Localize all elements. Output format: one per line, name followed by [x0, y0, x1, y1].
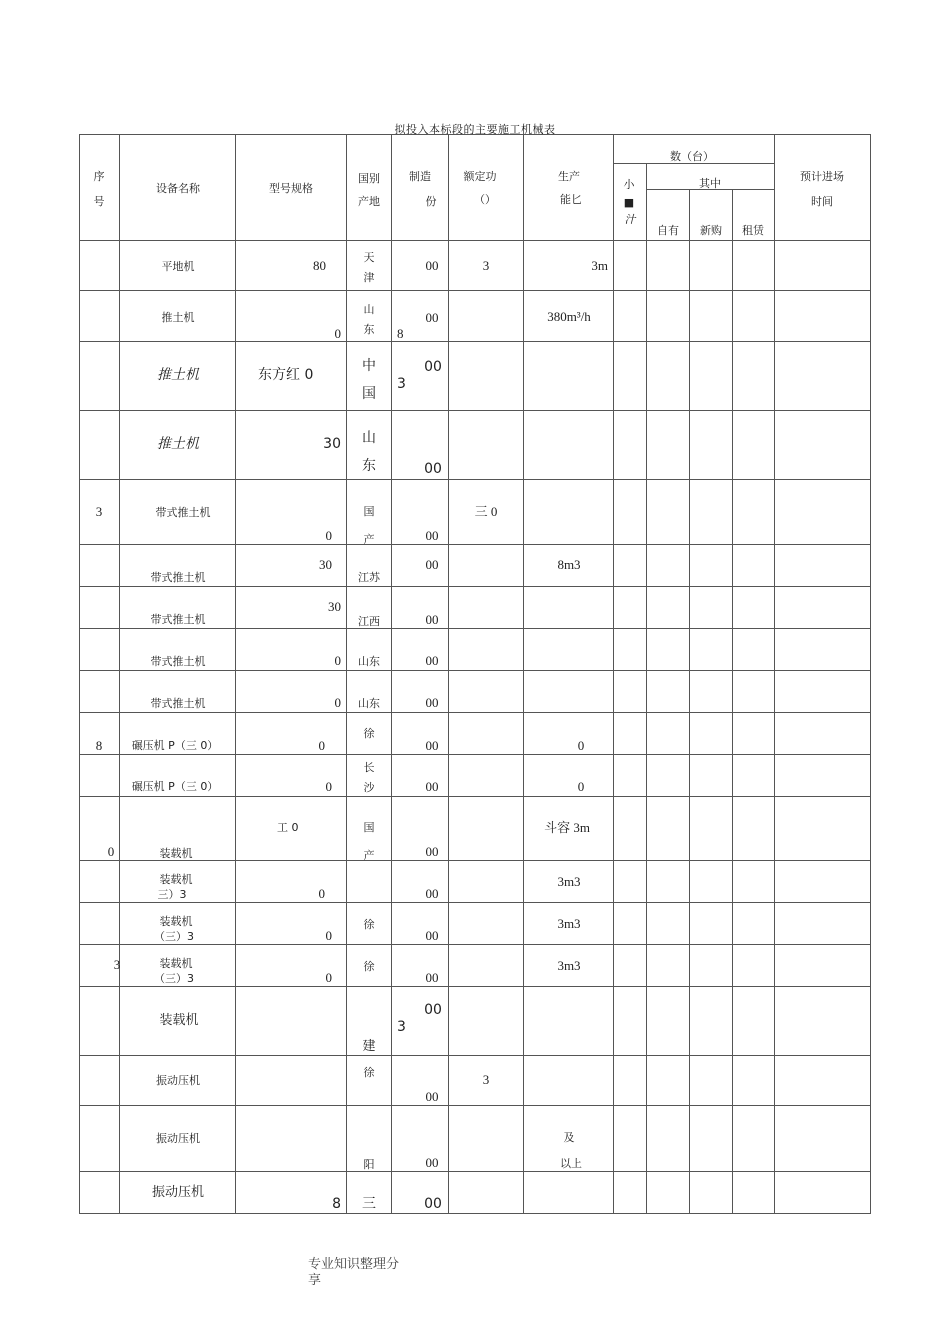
header-seq-2: 号 [93, 195, 105, 208]
row-7-origin: 山东 [358, 655, 380, 668]
row-17-capacity-1: 及 [563, 1131, 575, 1144]
row-6-model: 30 [328, 599, 341, 614]
row-9-seq: 8 [95, 738, 103, 753]
row-2-name: 推土机 [157, 367, 199, 383]
row-13-name-2: （三）3 [154, 930, 194, 943]
row-18-model: 8 [332, 1196, 341, 1212]
row-9-made: 00 [425, 738, 439, 753]
row-10-capacity: 0 [577, 779, 585, 794]
row-8-name: 带式推土机 [150, 697, 206, 710]
page-title: 拟投入本标段的主要施工机械表 [394, 123, 556, 136]
row-1-made: 00 [425, 310, 439, 325]
header-among: 其中 [699, 177, 721, 190]
row-0-name: 平地机 [161, 260, 195, 273]
row-8-made: 00 [425, 695, 439, 710]
row-11-model: 工 0 [277, 821, 299, 834]
row-14-capacity: 3m3 [557, 958, 581, 973]
row-17-made: 00 [425, 1155, 439, 1170]
row-16-origin: 徐 [363, 1066, 375, 1079]
row-15-made: 00 [424, 1002, 442, 1018]
row-13-model: 0 [325, 928, 332, 943]
row-11-capacity: 斗容 3m [544, 820, 590, 835]
row-0-capacity: 3m [591, 258, 608, 273]
row-7-made: 00 [425, 653, 439, 668]
row-11-made: 00 [425, 844, 439, 859]
row-14-model: 0 [325, 970, 332, 985]
row-3-model: 30 [323, 436, 341, 452]
row-11-origin: 国产 [363, 821, 375, 862]
header-origin-2: 产地 [358, 195, 380, 208]
header-name: 设备名称 [156, 182, 200, 195]
header-subtotal-2: ■ [623, 196, 635, 209]
row-5-capacity: 8m3 [557, 557, 581, 572]
row-17-capacity-2: 以上 [560, 1157, 582, 1170]
row-0-origin: 天津 [363, 251, 375, 284]
row-10-name: 碾压机 P（三 0） [131, 780, 219, 793]
row-0-model: 80 [313, 258, 326, 273]
header-subtotal-1: 小 [623, 178, 635, 191]
row-9-name: 碾压机 P（三 0） [131, 739, 219, 752]
row-15-name: 装载机 [159, 1013, 199, 1028]
header-capacity-1: 生产 [558, 170, 580, 183]
row-6-made: 00 [425, 612, 439, 627]
row-2-made-b: 3 [397, 376, 406, 392]
header-schedule-1: 预计进场 [800, 170, 844, 183]
header-subtotal-3: 汁 [624, 213, 636, 226]
row-4-power: 三 0 [474, 504, 498, 519]
row-15-made-b: 3 [397, 1019, 406, 1035]
row-9-capacity: 0 [577, 738, 585, 753]
row-14-origin: 徐 [363, 960, 375, 973]
row-14-name-2: （三）3 [154, 972, 194, 985]
row-10-origin: 长沙 [363, 761, 375, 794]
row-6-name: 带式推土机 [150, 613, 206, 626]
header-qty: 数（台） [670, 150, 714, 163]
row-7-name: 带式推土机 [150, 655, 206, 668]
row-4-origin: 国产 [363, 505, 375, 546]
header-own: 自有 [657, 224, 679, 237]
row-4-name: 带式推土机 [155, 506, 211, 519]
header-schedule-2: 时间 [811, 195, 833, 208]
header-origin-1: 国别 [358, 172, 380, 185]
row-14-seq: 3 [113, 957, 121, 972]
header-rent: 租赁 [742, 224, 764, 237]
row-18-made: 00 [424, 1196, 442, 1212]
header-seq-1: 序 [93, 170, 105, 183]
row-12-made: 00 [425, 886, 439, 901]
row-4-model: 0 [325, 528, 332, 543]
row-17-name: 振动压机 [156, 1132, 200, 1145]
row-5-model: 30 [319, 557, 332, 572]
row-8-origin: 山东 [358, 697, 380, 710]
row-1-model: 0 [334, 326, 341, 341]
row-1-capacity: 380m³/h [547, 309, 591, 324]
row-10-model: 0 [325, 779, 332, 794]
row-9-origin: 徐 [363, 727, 375, 740]
header-power-1: 额定功 [463, 170, 497, 183]
row-18-origin: 三 [362, 1196, 376, 1212]
row-17-origin: 阳 [363, 1158, 375, 1171]
row-16-name: 振动压机 [156, 1074, 200, 1087]
row-1-origin: 山东 [363, 303, 375, 336]
row-5-made: 00 [425, 557, 439, 572]
row-2-made: 00 [424, 359, 442, 375]
row-18-name: 振动压机 [151, 1185, 205, 1200]
row-3-name: 推土机 [157, 436, 199, 452]
row-13-capacity: 3m3 [557, 916, 581, 931]
row-4-made: 00 [425, 528, 439, 543]
header-new: 新购 [700, 224, 722, 237]
row-9-model: 0 [318, 738, 325, 753]
row-0-made: 00 [425, 258, 439, 273]
row-13-made: 00 [425, 928, 439, 943]
row-3-origin: 山东 [362, 430, 376, 474]
row-12-name-2: 三）3 [157, 888, 187, 901]
row-0-power: 3 [482, 258, 490, 273]
row-11-seq: 0 [107, 844, 115, 859]
row-15-origin: 建 [362, 1039, 376, 1054]
header-made-2: 份 [425, 195, 437, 208]
row-8-model: 0 [334, 695, 341, 710]
row-16-made: 00 [425, 1089, 439, 1104]
row-11-name: 装载机 [159, 847, 193, 860]
header-power-2: （） [474, 193, 496, 206]
row-6-origin: 江西 [358, 615, 380, 628]
row-5-name: 带式推土机 [150, 571, 206, 584]
row-12-name-1: 装载机 [159, 873, 193, 886]
row-2-origin: 中国 [362, 358, 376, 402]
row-1-name: 推土机 [161, 311, 195, 324]
row-14-made: 00 [425, 970, 439, 985]
row-1-made-a: 8 [397, 326, 404, 341]
footer-text: 专业知识整理分享 [308, 1256, 400, 1287]
row-14-name-1: 装载机 [159, 957, 193, 970]
header-model: 型号规格 [269, 182, 313, 195]
row-10-made: 00 [425, 779, 439, 794]
row-5-origin: 江苏 [358, 571, 380, 584]
row-3-made: 00 [424, 461, 442, 477]
row-16-power: 3 [482, 1072, 490, 1087]
row-13-name-1: 装载机 [159, 915, 193, 928]
row-12-model: 0 [318, 886, 325, 901]
row-7-model: 0 [334, 653, 341, 668]
row-13-origin: 徐 [363, 918, 375, 931]
header-made-1: 制造 [409, 170, 431, 183]
header-capacity-2: 能匕 [560, 193, 582, 206]
row-12-capacity: 3m3 [557, 874, 581, 889]
row-4-seq: 3 [95, 504, 103, 519]
row-2-model: 东方红 0 [258, 367, 314, 383]
